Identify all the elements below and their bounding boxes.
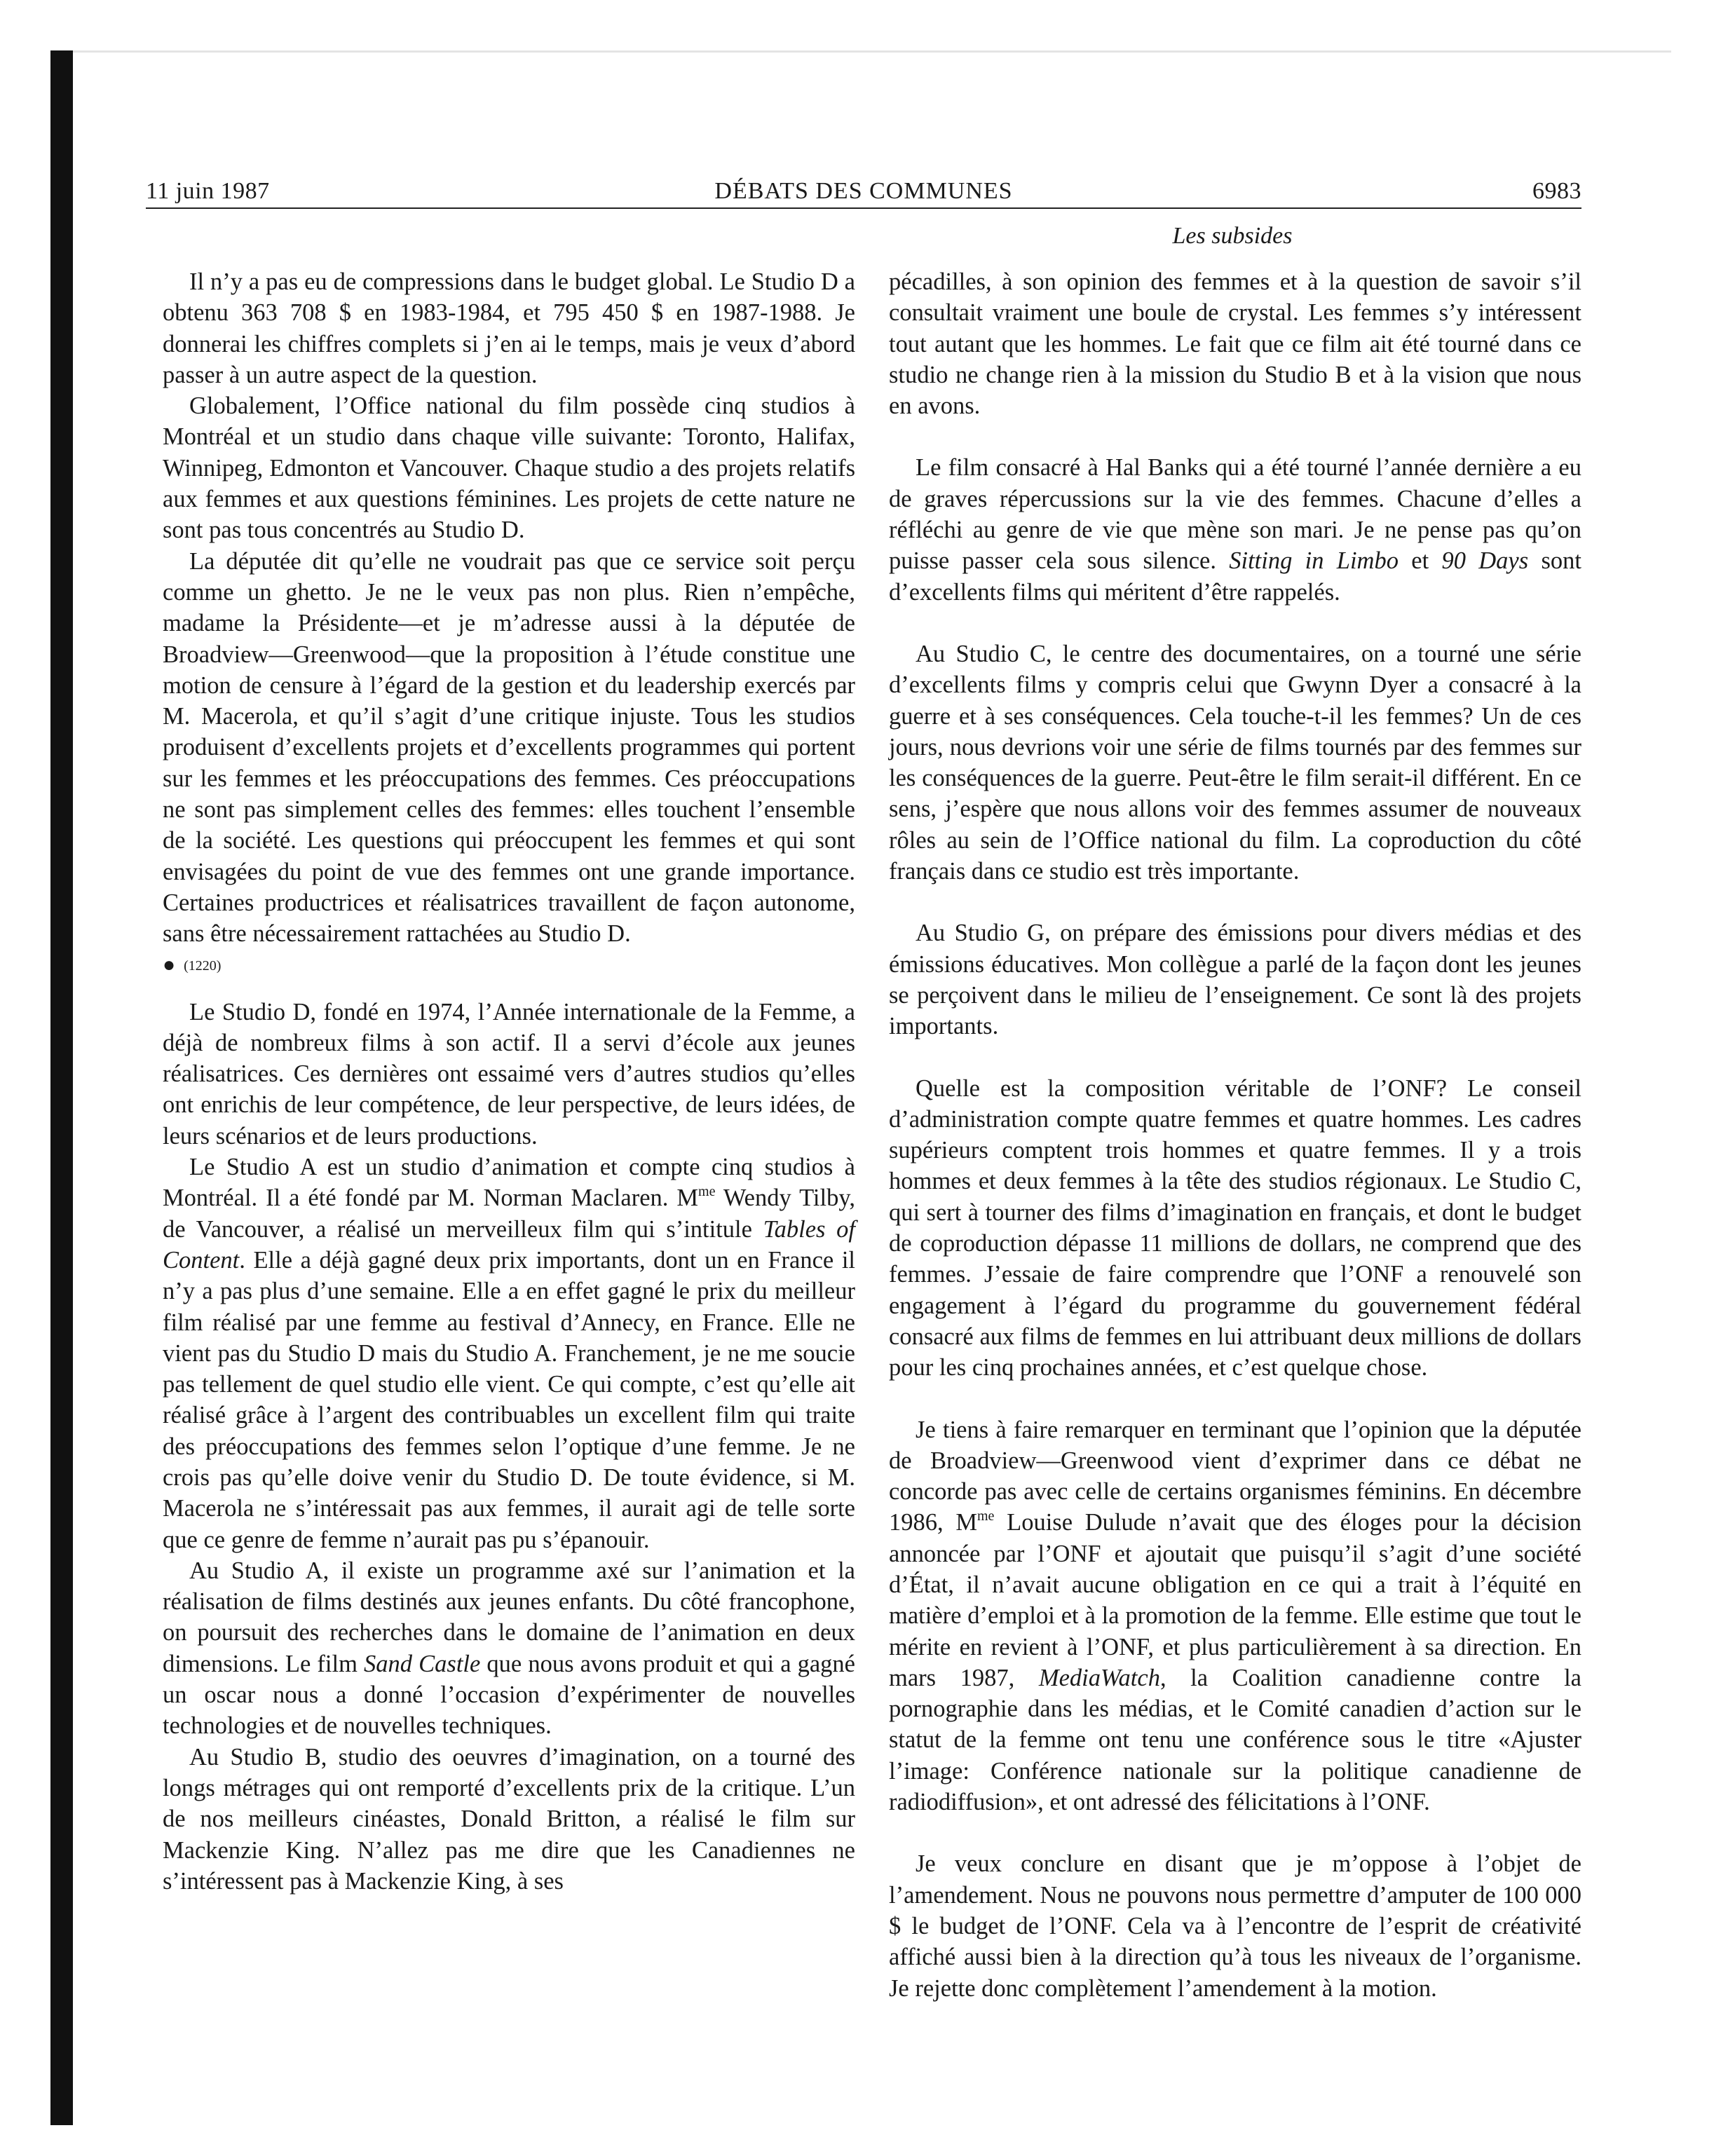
superscript: me [977, 1508, 995, 1524]
paragraph: Globalement, l’Office national du film possède cinq studios à Montréal et un studio dans chaque ville suivante: Toronto, Halifax, Winnipeg, Edmonton et Vancouver. Chaque studio a des projets relatifs aux femmes et aux questions féminines. Les projets de cette nature ne sont pas tous concentrés au Studio D. [163, 393, 855, 544]
header-date: 11 juin 1987 [146, 178, 270, 204]
publication-title: MediaWatch [1038, 1664, 1160, 1691]
film-title: Sand Castle [364, 1650, 481, 1677]
paragraph: Le Studio A est un studio d’animation et compte cinq studios à Montréal. Il a été fondé par M. Norman Maclaren. $M^{me}$ Wendy Tilby, de Vancouver, a réalisé un merveilleux film qui s’intitule Tables of Content. Elle a déjà gagné deux prix importants, dont un en France il n’y a pas plus d’une semaine. Elle a en effet gagné le prix du meilleur film réalisé par une femme au festival d’Annecy, en France. Elle ne vient pas du Studio D mais du Studio A. Franchement, je ne me soucie pas tellement de quel studio elle vient. Ce qui compte, c’est qu’elle ait réalisé grâce à l’argent des contribuables un excellent film qui traite des préoccupations des femmes selon l’optique d’une femme. Je ne crois pas qu’elle doive venir du Studio D. De toute évidence, si M. Macerola ne s’intéressait pas aux femmes, il aurait agi de telle sorte que ce genre de femme n’aurait pas pu s’épanouir. [163, 1154, 855, 1553]
right-column [889, 266, 1581, 2004]
time-marker [163, 950, 855, 981]
paragraph: pécadilles, à son opinion des femmes et à la question de savoir s’il consultait vraiment une boule de crystal. Les femmes s’y intéressent tout autant que les hommes. Le fait que ce film ait été tourné dans ce studio ne change rien à la mission du Studio B et à la vision que nous en avons. [889, 268, 1581, 420]
page-header [146, 174, 1581, 209]
paragraph: Au Studio A, il existe un programme axé sur l’animation et la réalisation de films destinés aux jeunes enfants. Du côté francophone, on poursuit des recherches dans le domaine de l’animation en deux dimensions. Le film Sand Castle que nous avons produit et qui a gagné un oscar nous a donné l’occasion d’expérimenter de nouvelles technologies et de nouvelles techniques. [163, 1557, 855, 1740]
paragraph: Je tiens à faire remarquer en terminant que l’opinion que la députée de Broadview—Greenwood vient d’exprimer dans ce débat ne concorde pas avec celle de certains organismes féminins. En décembre 1986, $M^{me}$ Louise Dulude n’avait que des éloges pour la décision annoncée par l’ONF et ajoutait que puisqu’il s’agit d’une société d’État, il n’avait aucune obligation en ce qui a trait à l’équité en matière d’emploi et à la promotion de la femme. Elle estime que tout le mérite en revient à l’ONF, et plus particulièrement à sa direction. En mars 1987, MediaWatch, la Coalition canadienne contre la pornographie dans les médias, et le Comité canadien d’action sur le statut de la femme ont tenu une conférence sous le titre «Ajuster l’image: Conférence nationale sur la politique canadienne de radiodiffusion», et ont adressé des félicitations à l’ONF. [889, 1416, 1581, 1816]
paragraph: Le film consacré à Hal Banks qui a été tourné l’année dernière a eu de graves répercussions sur la vie des femmes. Chacune d’elles a réfléchi au genre de vie que mène son mari. Je ne pense pas qu’on puisse passer cela sous silence. Sitting in Limbo et 90 Days sont d’excellents films qui méritent d’être rappelés. [889, 454, 1581, 606]
film-title: Tables of Content [163, 1215, 855, 1274]
film-title: Sitting in Limbo [1229, 547, 1399, 575]
header-title: DÉBATS DES COMMUNES [714, 178, 1013, 204]
header-rule [146, 207, 1581, 209]
section-title: Les subsides [1172, 223, 1293, 249]
page-number: 6983 [1532, 178, 1581, 204]
left-column [163, 266, 855, 1897]
time-marker-label: (1220) [184, 957, 222, 974]
paragraph: Il n’y a pas eu de compressions dans le budget global. Le Studio D a obtenu 363 708 $ en 1983-1984, et 795 450 $ en 1987-1988. Je donnerai les chiffres complets si j’en ai le temps, mais je veux d’abord passer à un autre aspect de la question. [163, 268, 855, 388]
scan-top-edge [73, 50, 1671, 53]
scan-margin [0, 0, 50, 2156]
scan-binding-edge [50, 50, 73, 2125]
superscript: me [698, 1184, 716, 1200]
paragraph: Je veux conclure en disant que je m’oppose à l’objet de l’amendement. Nous ne pouvons nous permettre d’amputer de 100 000 $ le budget de l’ONF. Cela va à l’encontre de l’esprit de créativité affiché aussi bien à la direction qu’à tous les niveaux de l’organisme. Je rejette donc complètement l’amendement à la motion. [889, 1850, 1581, 2002]
bullet-icon: ● [163, 953, 176, 976]
paragraph: La députée dit qu’elle ne voudrait pas que ce service soit perçu comme un ghetto. Je ne le veux pas non plus. Rien n’empêche, madame la Présidente—et je m’adresse aussi à la députée de Broadview—Greenwood—que la proposition à l’étude constitue une motion de censure à l’égard de la gestion et du leadership exercés par M. Macerola, et qu’il s’agit d’une critique injuste. Tous les studios produisent d’excellents projets et d’excellents programmes qui portent sur les femmes et les préoccupations des femmes. Ces préoccupations ne sont pas simplement celles des femmes: elles touchent l’ensemble de la société. Les questions qui préoccupent les femmes et qui sont envisagées du point de vue des femmes ont une grande importance. Certaines productrices et réalisatrices travaillent de façon autonome, sans être nécessairement rattachées au Studio D. [163, 547, 855, 948]
paragraph: Au Studio G, on prépare des émissions pour divers médias et des émissions éducatives. Mon collègue a parlé de la façon dont les jeunes se perçoivent dans le milieu de l’enseignement. Ce sont là des projets importants. [889, 920, 1581, 1040]
paragraph: Au Studio C, le centre des documentaires, on a tourné une série d’excellents films y compris celui que Gwynn Dyer a consacré à la guerre et à ses conséquences. Cela touche-t-il les femmes? Un de ces jours, nous devrions voir une série de films tournés par des femmes sur les conséquences de la guerre. Peut-être le film serait-il différent. En ce sens, j’espère que nous allons voir des femmes assumer de nouveaux rôles au sein de l’Office national du film. La coproduction du côté français dans ce studio est très importante. [889, 640, 1581, 885]
paragraph: Le Studio D, fondé en 1974, l’Année internationale de la Femme, a déjà de nombreux films à son actif. Il a servi d’école aux jeunes réalisatrices. Ces dernières ont essaimé vers d’autres studios qu’elles ont enrichis de leur compétence, de leur perspective, de leurs idées, de leurs scénarios et de leurs productions. [163, 998, 855, 1149]
paragraph: Au Studio B, studio des oeuvres d’imagination, on a tourné des longs métrages qui ont remporté d’excellents prix de la critique. L’un de nos meilleurs cinéastes, Donald Britton, a réalisé le film sur Mackenzie King. N’allez pas me dire que les Canadiennes ne s’intéressent pas à Mackenzie King, à ses [163, 1743, 855, 1895]
film-title: 90 Days [1441, 547, 1529, 575]
paragraph: Quelle est la composition véritable de l’ONF? Le conseil d’administration compte quatre femmes et quatre hommes. Les cadres supérieurs comptent trois hommes et quatre femmes. Il y a trois hommes et deux femmes à la tête des studios régionaux. Le Studio C, qui sert à tourner des films d’imagination en français, et dont le budget de coproduction dépasse 11 millions de dollars, ne comprend que des femmes. J’essaie de faire comprendre que l’ONF a renouvelé son engagement à l’égard du programme du gouvernement fédéral consacré aux films de femmes en lui attribuant deux millions de dollars pour les cinq prochaines années, et c’est quelque chose. [889, 1074, 1581, 1381]
